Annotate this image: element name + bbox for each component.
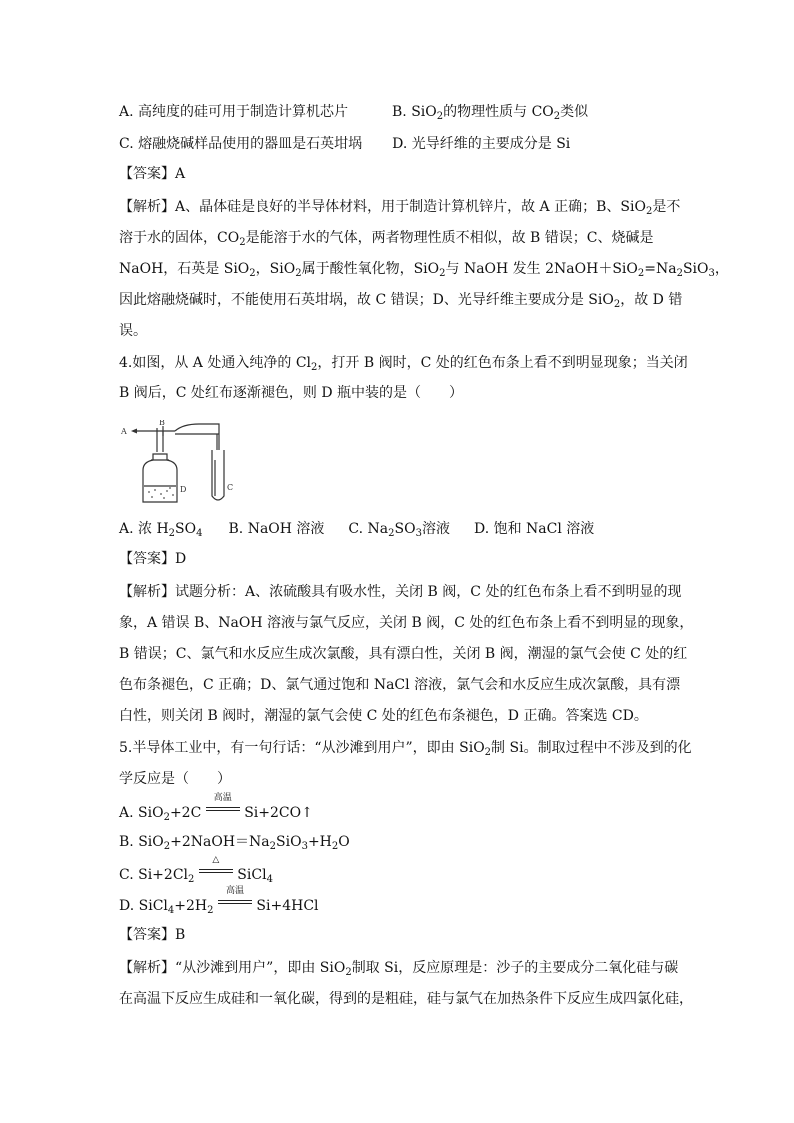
label-a: A: [121, 427, 127, 436]
label-b: B: [159, 420, 165, 427]
gas-apparatus-diagram: [119, 420, 249, 504]
reaction-condition: △: [199, 863, 233, 879]
q5-answer: 【答案】B: [119, 927, 186, 943]
q3-option-d: D. 光导纤维的主要成分是 Si: [392, 136, 571, 152]
test-tube-c: [212, 450, 224, 500]
q4-option-c: C. $Na_2SO_3$溶液: [348, 521, 450, 539]
q3-explanation-line: 误。: [119, 323, 147, 339]
q4-stem-line: B 阀后，C 处红布逐渐褪色，则 D 瓶中装的是（ ）: [119, 385, 464, 401]
q3-option-b: B. SiO$_2$的物理性质与 $CO_2$类似: [392, 104, 589, 122]
q3-answer: 【答案】A: [119, 166, 186, 182]
q5-stem-line: 5.半导体工业中，有一句行话：“从沙滩到用户”，即由 SiO$_2$制 Si。制取过程中不涉及到的化: [119, 740, 692, 758]
q3-options-cd: [119, 134, 570, 154]
q4-option-d: D. 饱和 NaCl 溶液: [473, 521, 595, 537]
q3-explanation-line: NaOH，石英是 SiO$_2$，SiO$_2$属于酸性氧化物，SiO$_2$与 NaOH 发生 $2NaOH+SiO_2=Na_2SiO_3$，: [119, 261, 729, 279]
q4-explanation-line: 色布条褪色，C 正确；D、氯气通过饱和 NaCl 溶液，氯气会和水反应生成次氯酸，具有漂: [119, 677, 681, 693]
bottle-d: [143, 454, 177, 502]
q5-option-d: D. $SiCl_4+2H_2$ 高温 Si+4HCl: [119, 886, 319, 916]
q4-explanation-line: B 错误；C、氯气和水反应生成次氯酸，具有漂白性，关闭 B 阀，潮湿的氯气会使 C 处的红: [119, 646, 688, 662]
q4-option-b: B. NaOH 溶液: [228, 521, 325, 537]
reaction-condition: 高温: [206, 801, 240, 817]
q5-stem-line: 学反应是（ ）: [119, 771, 231, 787]
label-d: D: [180, 485, 187, 494]
q5-option-b: B. $SiO_2+2NaOH=Na_2SiO_3+H_2O$: [119, 834, 350, 852]
q3-explanation-line: 溶于水的固体，$CO_2$是能溶于水的气体，两者物理性质不相似，故 B 错误；C、烧碱是: [119, 230, 654, 248]
q3-explanation-line: 因此熔融烧碱时，不能使用石英坩埚，故 C 错误；D、光导纤维主要成分是 SiO$_2$，故 D 错: [119, 292, 683, 310]
q3-option-a: A. 高纯度的硅可用于制造计算机芯片: [119, 104, 349, 120]
q4-answer: 【答案】D: [119, 551, 187, 567]
q4-option-a: A. 浓 $H_2SO_4$: [119, 521, 203, 539]
q4-explanation-line: 【解析】试题分析：A、浓硫酸具有吸水性，关闭 B 阀，C 处的红色布条上看不到明显的现: [119, 584, 682, 600]
q3-options-ab: [119, 102, 588, 127]
reaction-condition: 高温: [218, 894, 252, 910]
q3-option-c: C. 熔融烧碱样品使用的器皿是石英坩埚: [119, 136, 363, 152]
q5-option-c: C. $Si+2Cl_2$ △ SiCl$_4$: [119, 855, 273, 885]
q4-stem-line: 4.如图，从 A 处通入纯净的 $Cl_2$，打开 B 阀时，C 处的红色布条上看不到明显现象；当关闭: [119, 355, 688, 373]
q5-option-a: A. SiO$_2$+2C 高温 Si+2CO↑: [119, 793, 313, 823]
q3-explanation-line: 【解析】A、晶体硅是良好的半导体材料，用于制造计算机锌片，故 A 正确；B、SiO$_2$是不: [119, 199, 681, 217]
q4-explanation-line: 白性，则关闭 B 阀时，潮湿的氯气会使 C 处的红色布条褪色，D 正确。答案选 CD。: [119, 708, 648, 724]
label-c: C: [227, 483, 234, 492]
q5-explanation-line: 在高温下反应生成硅和一氧化碳，得到的是粗硅，硅与氯气在加热条件下反应生成四氯化硅，: [119, 991, 693, 1007]
q4-options: [119, 519, 594, 544]
q4-explanation-line: 象，A 错误 B、NaOH 溶液与氯气反应，关闭 B 阀，C 处的红色布条上看不到明显的现象，: [119, 615, 694, 631]
q5-explanation-line: 【解析】“从沙滩到用户”，即由 SiO$_2$制取 Si，反应原理是：沙子的主要成分二氧化硅与碳: [119, 960, 679, 978]
